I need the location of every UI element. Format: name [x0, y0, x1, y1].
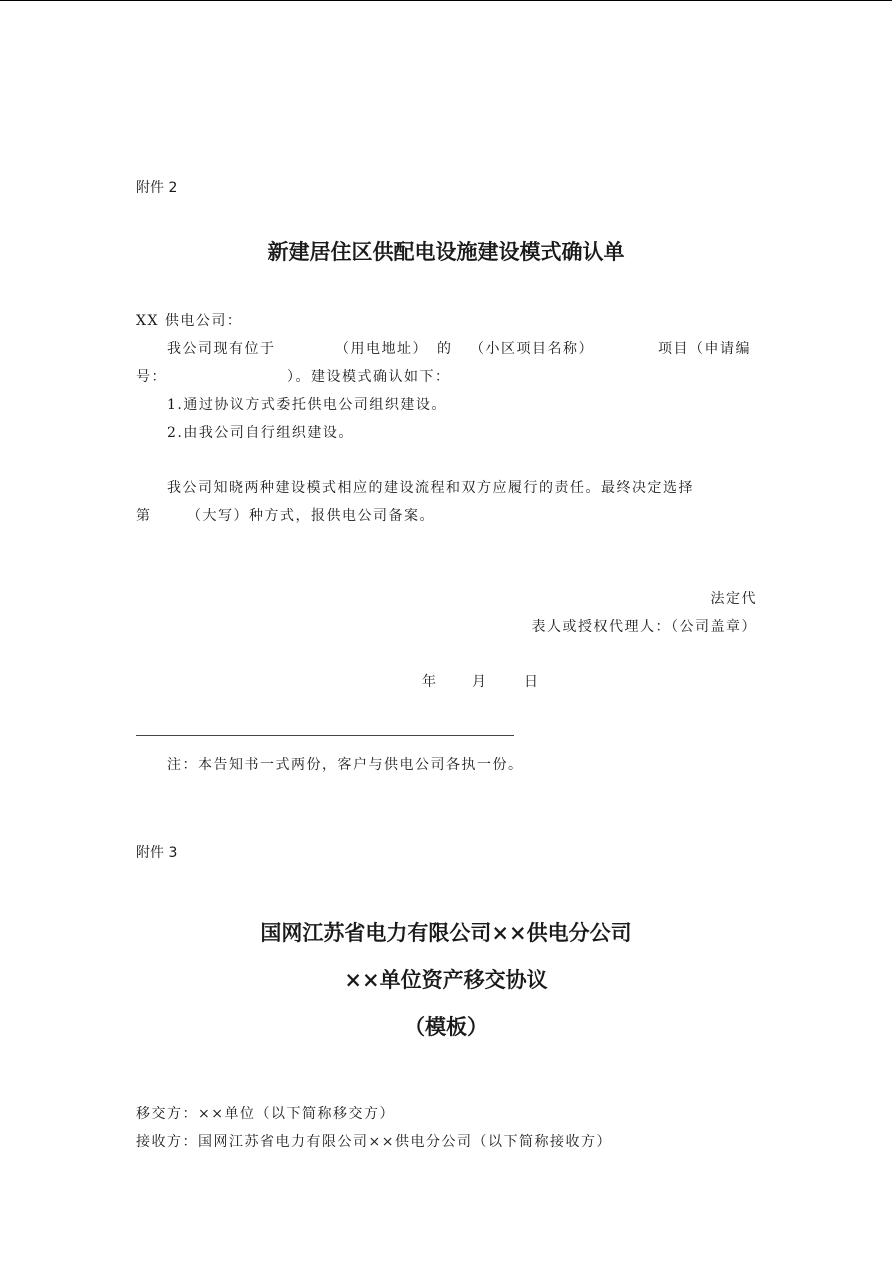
para1-number-label: 号： — [136, 369, 167, 385]
paragraph-2-prefix: 第 — [136, 508, 152, 524]
para1-text-of: 的 — [437, 341, 453, 357]
date-month: 月 — [472, 674, 488, 690]
attachment-2-title: 新建居住区供配电设施建设模式确认单 — [267, 239, 625, 264]
paragraph-2-line-2: （大写）种方式，报供电公司备案。 — [187, 508, 435, 524]
attachment-3-title-line-3: （模板） — [404, 1014, 488, 1039]
addressee-line: XX 供电公司： — [136, 313, 243, 329]
para1-address-placeholder: （用电地址） — [335, 341, 428, 357]
date-year: 年 — [422, 674, 438, 690]
date-day: 日 — [524, 674, 540, 690]
para1-project-text: 项目（申请编 — [658, 341, 751, 357]
note-text: 注：本告知书一式两份，客户与供电公司各执一份。 — [167, 757, 524, 773]
note-separator — [136, 735, 514, 736]
attachment-3-title-line-2: ××单位资产移交协议 — [344, 967, 548, 992]
receiver-line: 接收方：国网江苏省电力有限公司××供电分公司（以下简称接收方） — [136, 1134, 612, 1150]
para1-confirm-text: ）。建设模式确认如下： — [287, 369, 451, 385]
attachment-3-label: 附件 3 — [136, 845, 178, 861]
para1-project-name-placeholder: （小区项目名称） — [470, 341, 594, 357]
signature-line-1: 法定代 — [710, 591, 757, 607]
attachment-3-title-line-1: 国网江苏省电力有限公司××供电分公司 — [260, 920, 632, 945]
option-1: 1.通过协议方式委托供电公司组织建设。 — [167, 397, 447, 413]
paragraph-2-line-1: 我公司知晓两种建设模式相应的建设流程和双方应履行的责任。最终决定选择 — [167, 480, 694, 496]
top-border-line — [0, 0, 892, 1]
signature-line-2: 表人或授权代理人：（公司盖章） — [531, 619, 757, 635]
attachment-2-label: 附件 2 — [136, 180, 178, 196]
para1-text-intro: 我公司现有位于 — [167, 341, 276, 357]
transferor-line: 移交方：××单位（以下简称移交方） — [136, 1106, 395, 1122]
option-2: 2.由我公司自行组织建设。 — [167, 425, 354, 441]
